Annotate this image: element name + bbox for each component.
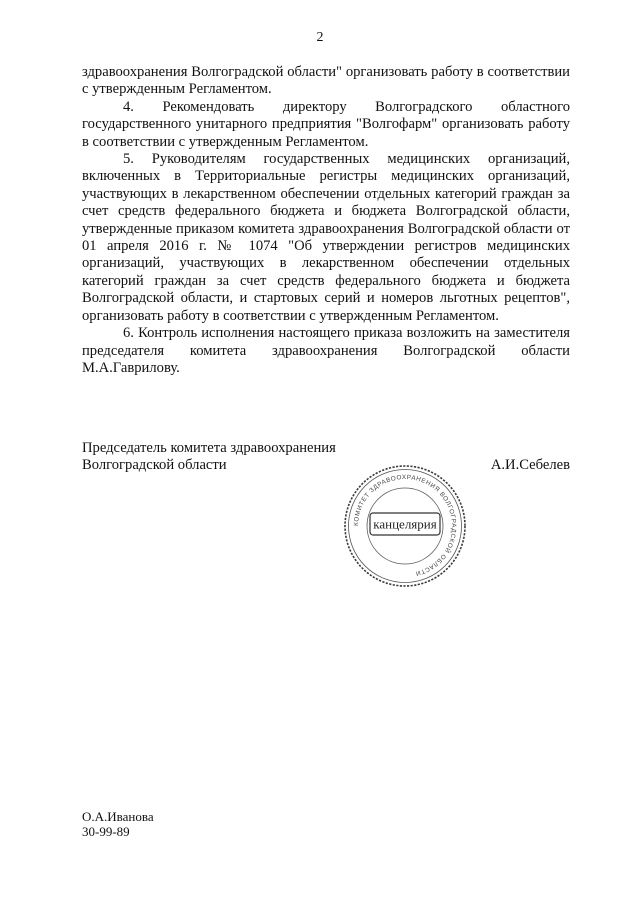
- paragraph-item-5: 5. Руководителям государственных медицинских организаций, включенных в Территориальные регистры медицинских организаций, участвующих в лекарственном обеспечении отдельных категорий граждан за счет средств федерального бюджета и бюджета Волгоградской области, утвержденные приказом комитета здравоохранения Волгоградской области от 01 апреля 2016 г. № 1074 "Об утверждении регистров медицинских организаций, участвующих в лекарственном обеспечении отдельных категорий граждан за счет средств федерального бюджета и бюджета Волгоградской области, и стартовых серий и номеров льготных рецептов", организовать работу в соответствии с утвержденным Регламентом.: [82, 151, 570, 324]
- paragraph-item-4: 4. Рекомендовать директору Волгоградского областного государственного унитарного предприятия "Волгофарм" организовать работу в соответствии с утвержденным Регламентом.: [82, 98, 570, 150]
- executor-name: О.А.Иванова: [82, 809, 154, 824]
- executor-info: [82, 810, 154, 839]
- office-stamp: [342, 463, 468, 589]
- stamp-center-text: канцелярия: [373, 516, 437, 532]
- paragraph-continuation: здравоохранения Волгоградской области" организовать работу в соответствии с утвержденным Регламентом.: [82, 64, 570, 98]
- executor-phone: 30-99-89: [82, 823, 130, 839]
- stamp-ring-text: КОМИТЕТ ЗДРАВООХРАНЕНИЯ ВОЛГОГРАДСКОЙ ОБЛАСТИ: [352, 473, 458, 577]
- signatory-position-line1: Председатель комитета здравоохранения: [82, 440, 336, 456]
- page-number: 2: [316, 30, 324, 45]
- document-body: [82, 64, 570, 377]
- paragraph-item-6: 6. Контроль исполнения настоящего приказа возложить на заместителя председателя комитета здравоохранения Волгоградской области М.А.Гаврилову.: [82, 325, 570, 376]
- signatory-name: А.И.Себелев: [490, 457, 570, 474]
- signatory-position-line2: Волгоградской области: [82, 457, 227, 474]
- signature-block: [82, 440, 570, 475]
